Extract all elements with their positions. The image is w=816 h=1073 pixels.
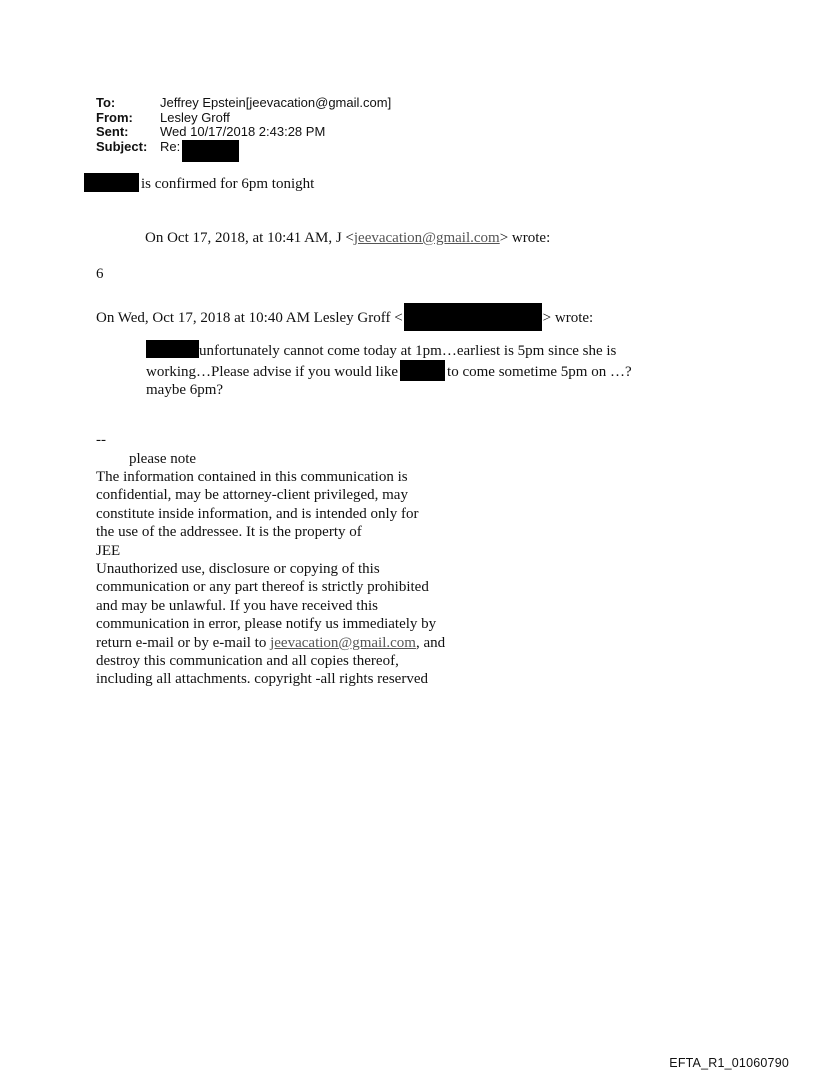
confirmation-text: is confirmed for 6pm tonight — [141, 176, 315, 192]
sent-label: Sent: — [96, 124, 129, 139]
quote-line-2-text-b: to come sometime 5pm on …? — [447, 364, 632, 380]
sent-row — [96, 125, 391, 140]
redaction-box — [84, 173, 139, 192]
confirmation-line — [84, 173, 314, 193]
disclaimer-line: Unauthorized use, disclosure or copying of this — [96, 561, 380, 578]
disclaimer-line: destroy this communication and all copies thereof, — [96, 653, 399, 670]
reply-header-1-suffix: > wrote: — [499, 230, 551, 246]
disclaimer-email-suffix: , and — [415, 634, 446, 651]
document-id: EFTA_R1_01060790 — [669, 1056, 789, 1070]
reply-header-2-suffix: > wrote: — [542, 310, 594, 326]
reply-1-body: 6 — [96, 266, 104, 282]
subject-value: Re: — [160, 138, 181, 154]
to-value: Jeffrey Epstein[jeevacation@gmail.com] — [160, 95, 392, 110]
from-value: Lesley Groff — [160, 109, 230, 125]
subject-row — [96, 140, 391, 162]
disclaimer-email-line — [96, 634, 445, 652]
subject-label: Subject: — [96, 138, 148, 154]
email-header — [96, 96, 391, 162]
reply-header-2 — [96, 303, 593, 331]
disclaimer-line: communication in error, please notify us immediately by — [96, 616, 437, 633]
reply-header-1-prefix: On Oct 17, 2018, at 10:41 AM, J < — [145, 230, 354, 246]
disclaimer-email-prefix: return e-mail or by e-mail to — [96, 634, 271, 651]
email-link[interactable]: jeevacation@gmail.com — [270, 634, 416, 651]
redaction-box — [182, 140, 239, 162]
signature-separator: -- — [96, 432, 106, 448]
disclaimer-line: including all attachments. copyright -all rights reserved — [96, 671, 428, 688]
disclaimer-line: constitute inside information, and is intended only for — [96, 505, 419, 522]
from-label: From: — [96, 109, 133, 125]
reply-header-1 — [145, 229, 550, 247]
quoted-message — [146, 340, 632, 399]
quote-line-2 — [146, 360, 632, 381]
to-row — [96, 96, 391, 111]
quote-line-1 — [146, 340, 632, 360]
from-row — [96, 111, 391, 126]
email-link[interactable]: jeevacation@gmail.com — [353, 230, 500, 246]
reply-header-2-prefix: On Wed, Oct 17, 2018 at 10:40 AM Lesley Groff < — [96, 310, 403, 326]
quote-line-1-text: unfortunately cannot come today at 1pm…earliest is 5pm since she is — [199, 343, 617, 359]
redaction-box — [146, 340, 199, 358]
to-label: To: — [96, 95, 116, 110]
quote-line-2-text-a: working…Please advise if you would like — [146, 364, 399, 380]
disclaimer-line: the use of the addressee. It is the property of — [96, 524, 362, 541]
disclaimer-line: JEE — [96, 542, 121, 559]
redaction-box — [400, 360, 445, 381]
confidentiality-disclaimer — [96, 468, 445, 689]
disclaimer-line: communication or any part thereof is strictly prohibited — [96, 579, 429, 596]
disclaimer-line: and may be unlawful. If you have received this — [96, 597, 378, 614]
disclaimer-line: The information contained in this communication is — [96, 469, 408, 485]
sent-value: Wed 10/17/2018 2:43:28 PM — [160, 124, 326, 139]
disclaimer-line: confidential, may be attorney-client privileged, may — [96, 487, 408, 504]
please-note-heading: please note — [129, 451, 197, 467]
quote-line-3: maybe 6pm? — [146, 382, 224, 398]
redaction-box — [404, 303, 542, 331]
